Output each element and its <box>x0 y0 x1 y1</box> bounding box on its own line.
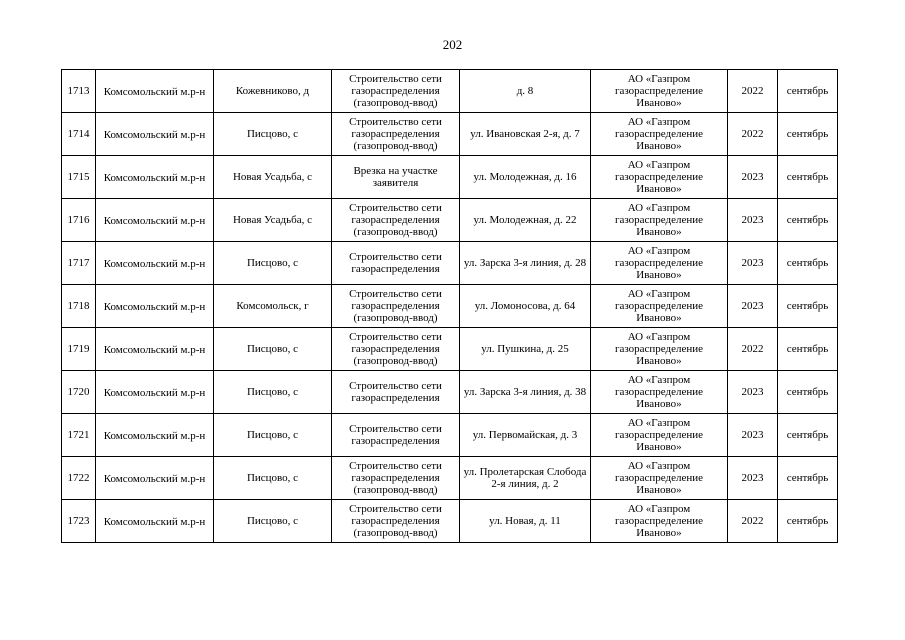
row-number-cell: 1723 <box>62 500 96 543</box>
address-cell: ул. Новая, д. 11 <box>460 500 591 543</box>
organization-cell: АО «Газпром газораспределение Иваново» <box>591 242 728 285</box>
work-type-cell: Строительство сети газораспределения <box>332 242 460 285</box>
month-cell: сентябрь <box>778 285 838 328</box>
row-number-cell: 1715 <box>62 156 96 199</box>
year-cell: 2023 <box>728 285 778 328</box>
work-type-cell: Строительство сети газораспределения (газопровод-ввод) <box>332 70 460 113</box>
row-number-cell: 1722 <box>62 457 96 500</box>
row-number-cell: 1721 <box>62 414 96 457</box>
address-cell: ул. Пролетарская Слобода 2-я линия, д. 2 <box>460 457 591 500</box>
organization-cell: АО «Газпром газораспределение Иваново» <box>591 199 728 242</box>
month-cell: сентябрь <box>778 113 838 156</box>
table-row <box>62 70 838 113</box>
month-cell: сентябрь <box>778 414 838 457</box>
row-number-cell: 1719 <box>62 328 96 371</box>
month-cell: сентябрь <box>778 371 838 414</box>
year-cell: 2023 <box>728 156 778 199</box>
year-cell: 2022 <box>728 328 778 371</box>
table-row <box>62 156 838 199</box>
year-cell: 2023 <box>728 414 778 457</box>
locality-cell: Писцово, с <box>214 500 332 543</box>
table-row <box>62 371 838 414</box>
month-cell: сентябрь <box>778 242 838 285</box>
locality-cell: Писцово, с <box>214 328 332 371</box>
organization-cell: АО «Газпром газораспределение Иваново» <box>591 328 728 371</box>
year-cell: 2023 <box>728 371 778 414</box>
month-cell: сентябрь <box>778 70 838 113</box>
organization-cell: АО «Газпром газораспределение Иваново» <box>591 457 728 500</box>
organization-cell: АО «Газпром газораспределение Иваново» <box>591 371 728 414</box>
table-row <box>62 414 838 457</box>
locality-cell: Писцово, с <box>214 242 332 285</box>
month-cell: сентябрь <box>778 500 838 543</box>
work-type-cell: Строительство сети газораспределения <box>332 371 460 414</box>
table-row <box>62 242 838 285</box>
locality-cell: Новая Усадьба, с <box>214 156 332 199</box>
organization-cell: АО «Газпром газораспределение Иваново» <box>591 285 728 328</box>
work-type-cell: Строительство сети газораспределения <box>332 414 460 457</box>
month-cell: сентябрь <box>778 457 838 500</box>
row-number-cell: 1716 <box>62 199 96 242</box>
district-cell: Комсомольский м.р-н <box>96 500 214 543</box>
row-number-cell: 1718 <box>62 285 96 328</box>
address-cell: ул. Зарска 3-я линия, д. 38 <box>460 371 591 414</box>
organization-cell: АО «Газпром газораспределение Иваново» <box>591 500 728 543</box>
organization-cell: АО «Газпром газораспределение Иваново» <box>591 156 728 199</box>
year-cell: 2022 <box>728 500 778 543</box>
address-cell: ул. Молодежная, д. 16 <box>460 156 591 199</box>
table-row <box>62 285 838 328</box>
address-cell: ул. Зарска 3-я линия, д. 28 <box>460 242 591 285</box>
district-cell: Комсомольский м.р-н <box>96 414 214 457</box>
page-number: 202 <box>442 37 463 52</box>
locality-cell: Писцово, с <box>214 371 332 414</box>
row-number-cell: 1720 <box>62 371 96 414</box>
work-type-cell: Строительство сети газораспределения (газопровод-ввод) <box>332 500 460 543</box>
month-cell: сентябрь <box>778 328 838 371</box>
table-row <box>62 457 838 500</box>
gas-network-table <box>61 69 838 543</box>
year-cell: 2023 <box>728 242 778 285</box>
locality-cell: Новая Усадьба, с <box>214 199 332 242</box>
organization-cell: АО «Газпром газораспределение Иваново» <box>591 70 728 113</box>
month-cell: сентябрь <box>778 156 838 199</box>
organization-cell: АО «Газпром газораспределение Иваново» <box>591 113 728 156</box>
locality-cell: Кожевниково, д <box>214 70 332 113</box>
table-row <box>62 500 838 543</box>
table-row <box>62 328 838 371</box>
work-type-cell: Строительство сети газораспределения (газопровод-ввод) <box>332 328 460 371</box>
district-cell: Комсомольский м.р-н <box>96 328 214 371</box>
district-cell: Комсомольский м.р-н <box>96 242 214 285</box>
row-number-cell: 1714 <box>62 113 96 156</box>
year-cell: 2022 <box>728 70 778 113</box>
address-cell: ул. Молодежная, д. 22 <box>460 199 591 242</box>
work-type-cell: Строительство сети газораспределения (газопровод-ввод) <box>332 457 460 500</box>
district-cell: Комсомольский м.р-н <box>96 457 214 500</box>
address-cell: д. 8 <box>460 70 591 113</box>
address-cell: ул. Ивановская 2-я, д. 7 <box>460 113 591 156</box>
district-cell: Комсомольский м.р-н <box>96 113 214 156</box>
locality-cell: Комсомольск, г <box>214 285 332 328</box>
organization-cell: АО «Газпром газораспределение Иваново» <box>591 414 728 457</box>
year-cell: 2022 <box>728 113 778 156</box>
district-cell: Комсомольский м.р-н <box>96 285 214 328</box>
table-body <box>62 70 838 543</box>
address-cell: ул. Ломоносова, д. 64 <box>460 285 591 328</box>
year-cell: 2023 <box>728 199 778 242</box>
table-row <box>62 199 838 242</box>
district-cell: Комсомольский м.р-н <box>96 70 214 113</box>
work-type-cell: Врезка на участке заявителя <box>332 156 460 199</box>
district-cell: Комсомольский м.р-н <box>96 199 214 242</box>
work-type-cell: Строительство сети газораспределения (газопровод-ввод) <box>332 113 460 156</box>
locality-cell: Писцово, с <box>214 113 332 156</box>
address-cell: ул. Пушкина, д. 25 <box>460 328 591 371</box>
work-type-cell: Строительство сети газораспределения (газопровод-ввод) <box>332 285 460 328</box>
district-cell: Комсомольский м.р-н <box>96 156 214 199</box>
locality-cell: Писцово, с <box>214 457 332 500</box>
month-cell: сентябрь <box>778 199 838 242</box>
locality-cell: Писцово, с <box>214 414 332 457</box>
row-number-cell: 1717 <box>62 242 96 285</box>
table-row <box>62 113 838 156</box>
row-number-cell: 1713 <box>62 70 96 113</box>
work-type-cell: Строительство сети газораспределения (газопровод-ввод) <box>332 199 460 242</box>
year-cell: 2023 <box>728 457 778 500</box>
address-cell: ул. Первомайская, д. 3 <box>460 414 591 457</box>
district-cell: Комсомольский м.р-н <box>96 371 214 414</box>
